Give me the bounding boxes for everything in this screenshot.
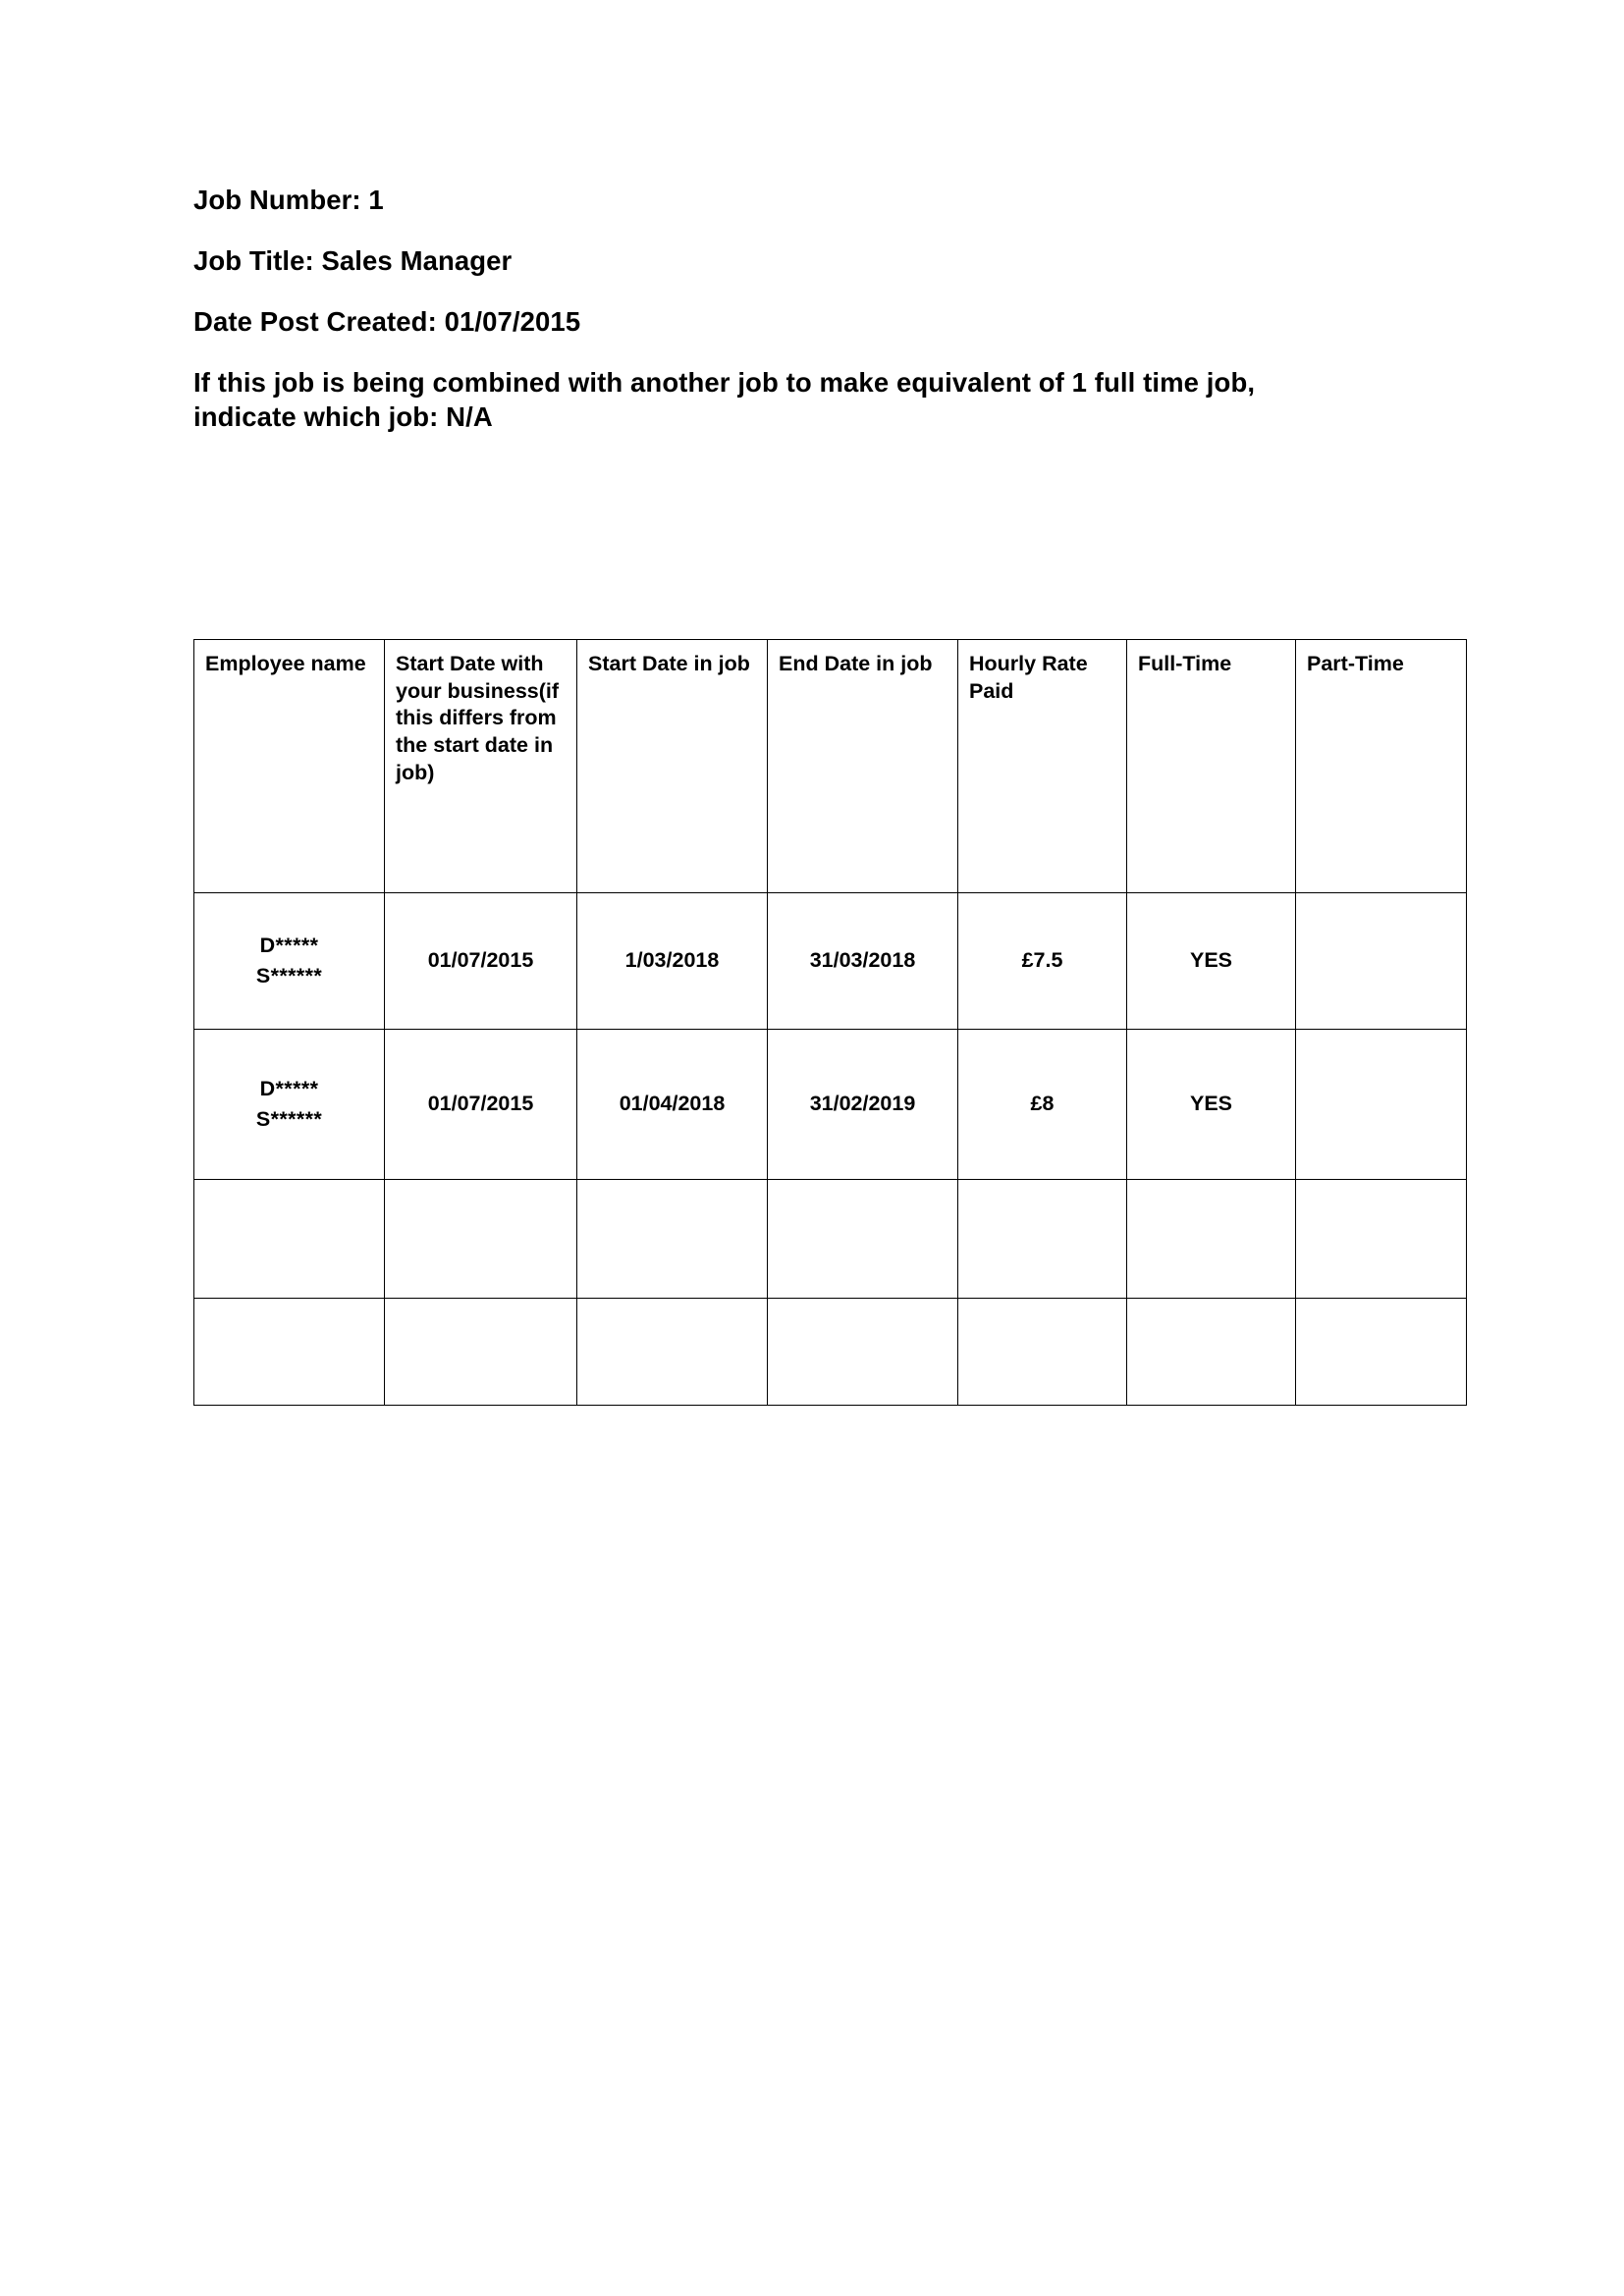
job-title-line: Job Title: Sales Manager [193, 244, 513, 276]
cell-full-time[interactable]: YES [1127, 1030, 1296, 1180]
cell-start-date-job[interactable] [577, 1299, 768, 1406]
employee-table-wrapper [193, 639, 1466, 1406]
column-header-employee-name-label: Employee name [205, 652, 366, 675]
combined-job-question: If this job is being combined with another job to make equivalent of 1 full time job, indicate which job: N/A [193, 366, 1256, 433]
column-header-full-time [1127, 640, 1296, 893]
cell-full-time[interactable]: YES [1127, 893, 1296, 1030]
cell-full-time[interactable] [1127, 1299, 1296, 1406]
cell-employee-name[interactable] [194, 1030, 385, 1180]
job-number-line: Job Number: 1 [193, 185, 384, 215]
cell-end-date-job[interactable] [768, 1299, 958, 1406]
table-row [194, 1030, 1467, 1180]
cell-start-date-job[interactable]: 1/03/2018 [577, 893, 768, 1030]
column-header-end-date-job [768, 640, 958, 893]
cell-part-time[interactable] [1296, 893, 1467, 1030]
column-header-part-time-label: Part-Time [1307, 652, 1404, 675]
cell-end-date-job[interactable]: 31/03/2018 [768, 893, 958, 1030]
column-header-start-date-business-label: Start Date with your business(if this differs from the start date in job) [396, 652, 560, 784]
column-header-start-date-job [577, 640, 768, 893]
column-header-full-time-label: Full-Time [1138, 652, 1232, 675]
table-row [194, 1180, 1467, 1299]
employee-table [193, 639, 1467, 1406]
table-header [194, 640, 1467, 893]
table-row [194, 893, 1467, 1030]
cell-part-time[interactable] [1296, 1180, 1467, 1299]
cell-start-date-business[interactable] [385, 1299, 577, 1406]
column-header-end-date-job-label: End Date in job [779, 652, 933, 675]
employee-name-line-1: D***** [259, 1077, 319, 1101]
table-body [194, 893, 1467, 1406]
cell-employee-name[interactable] [194, 1180, 385, 1299]
cell-employee-name[interactable] [194, 1299, 385, 1406]
cell-hourly-rate-paid[interactable]: £7.5 [958, 893, 1127, 1030]
date-post-created-line: Date Post Created: 01/07/2015 [193, 305, 581, 337]
cell-part-time[interactable] [1296, 1030, 1467, 1180]
cell-start-date-business[interactable]: 01/07/2015 [385, 893, 577, 1030]
cell-hourly-rate-paid[interactable] [958, 1299, 1127, 1406]
column-header-employee-name [194, 640, 385, 893]
cell-start-date-job[interactable]: 01/04/2018 [577, 1030, 768, 1180]
cell-end-date-job[interactable] [768, 1180, 958, 1299]
cell-part-time[interactable] [1296, 1299, 1467, 1406]
cell-hourly-rate-paid[interactable] [958, 1180, 1127, 1299]
column-header-hourly-rate-paid-label: Hourly Rate Paid [969, 652, 1088, 703]
cell-start-date-business[interactable]: 01/07/2015 [385, 1030, 577, 1180]
column-header-hourly-rate-paid [958, 640, 1127, 893]
table-row [194, 1299, 1467, 1406]
employee-name-line-2: S****** [255, 964, 323, 988]
column-header-start-date-job-label: Start Date in job [588, 652, 750, 675]
column-header-part-time [1296, 640, 1467, 893]
cell-start-date-job[interactable] [577, 1180, 768, 1299]
cell-end-date-job[interactable]: 31/02/2019 [768, 1030, 958, 1180]
cell-full-time[interactable] [1127, 1180, 1296, 1299]
employee-name-line-1: D***** [259, 934, 319, 958]
cell-employee-name[interactable] [194, 893, 385, 1030]
cell-start-date-business[interactable] [385, 1180, 577, 1299]
column-header-start-date-business [385, 640, 577, 893]
table-header-row [194, 640, 1467, 893]
employee-name-line-2: S****** [255, 1107, 323, 1131]
cell-hourly-rate-paid[interactable]: £8 [958, 1030, 1127, 1180]
heading-block [193, 183, 1381, 435]
